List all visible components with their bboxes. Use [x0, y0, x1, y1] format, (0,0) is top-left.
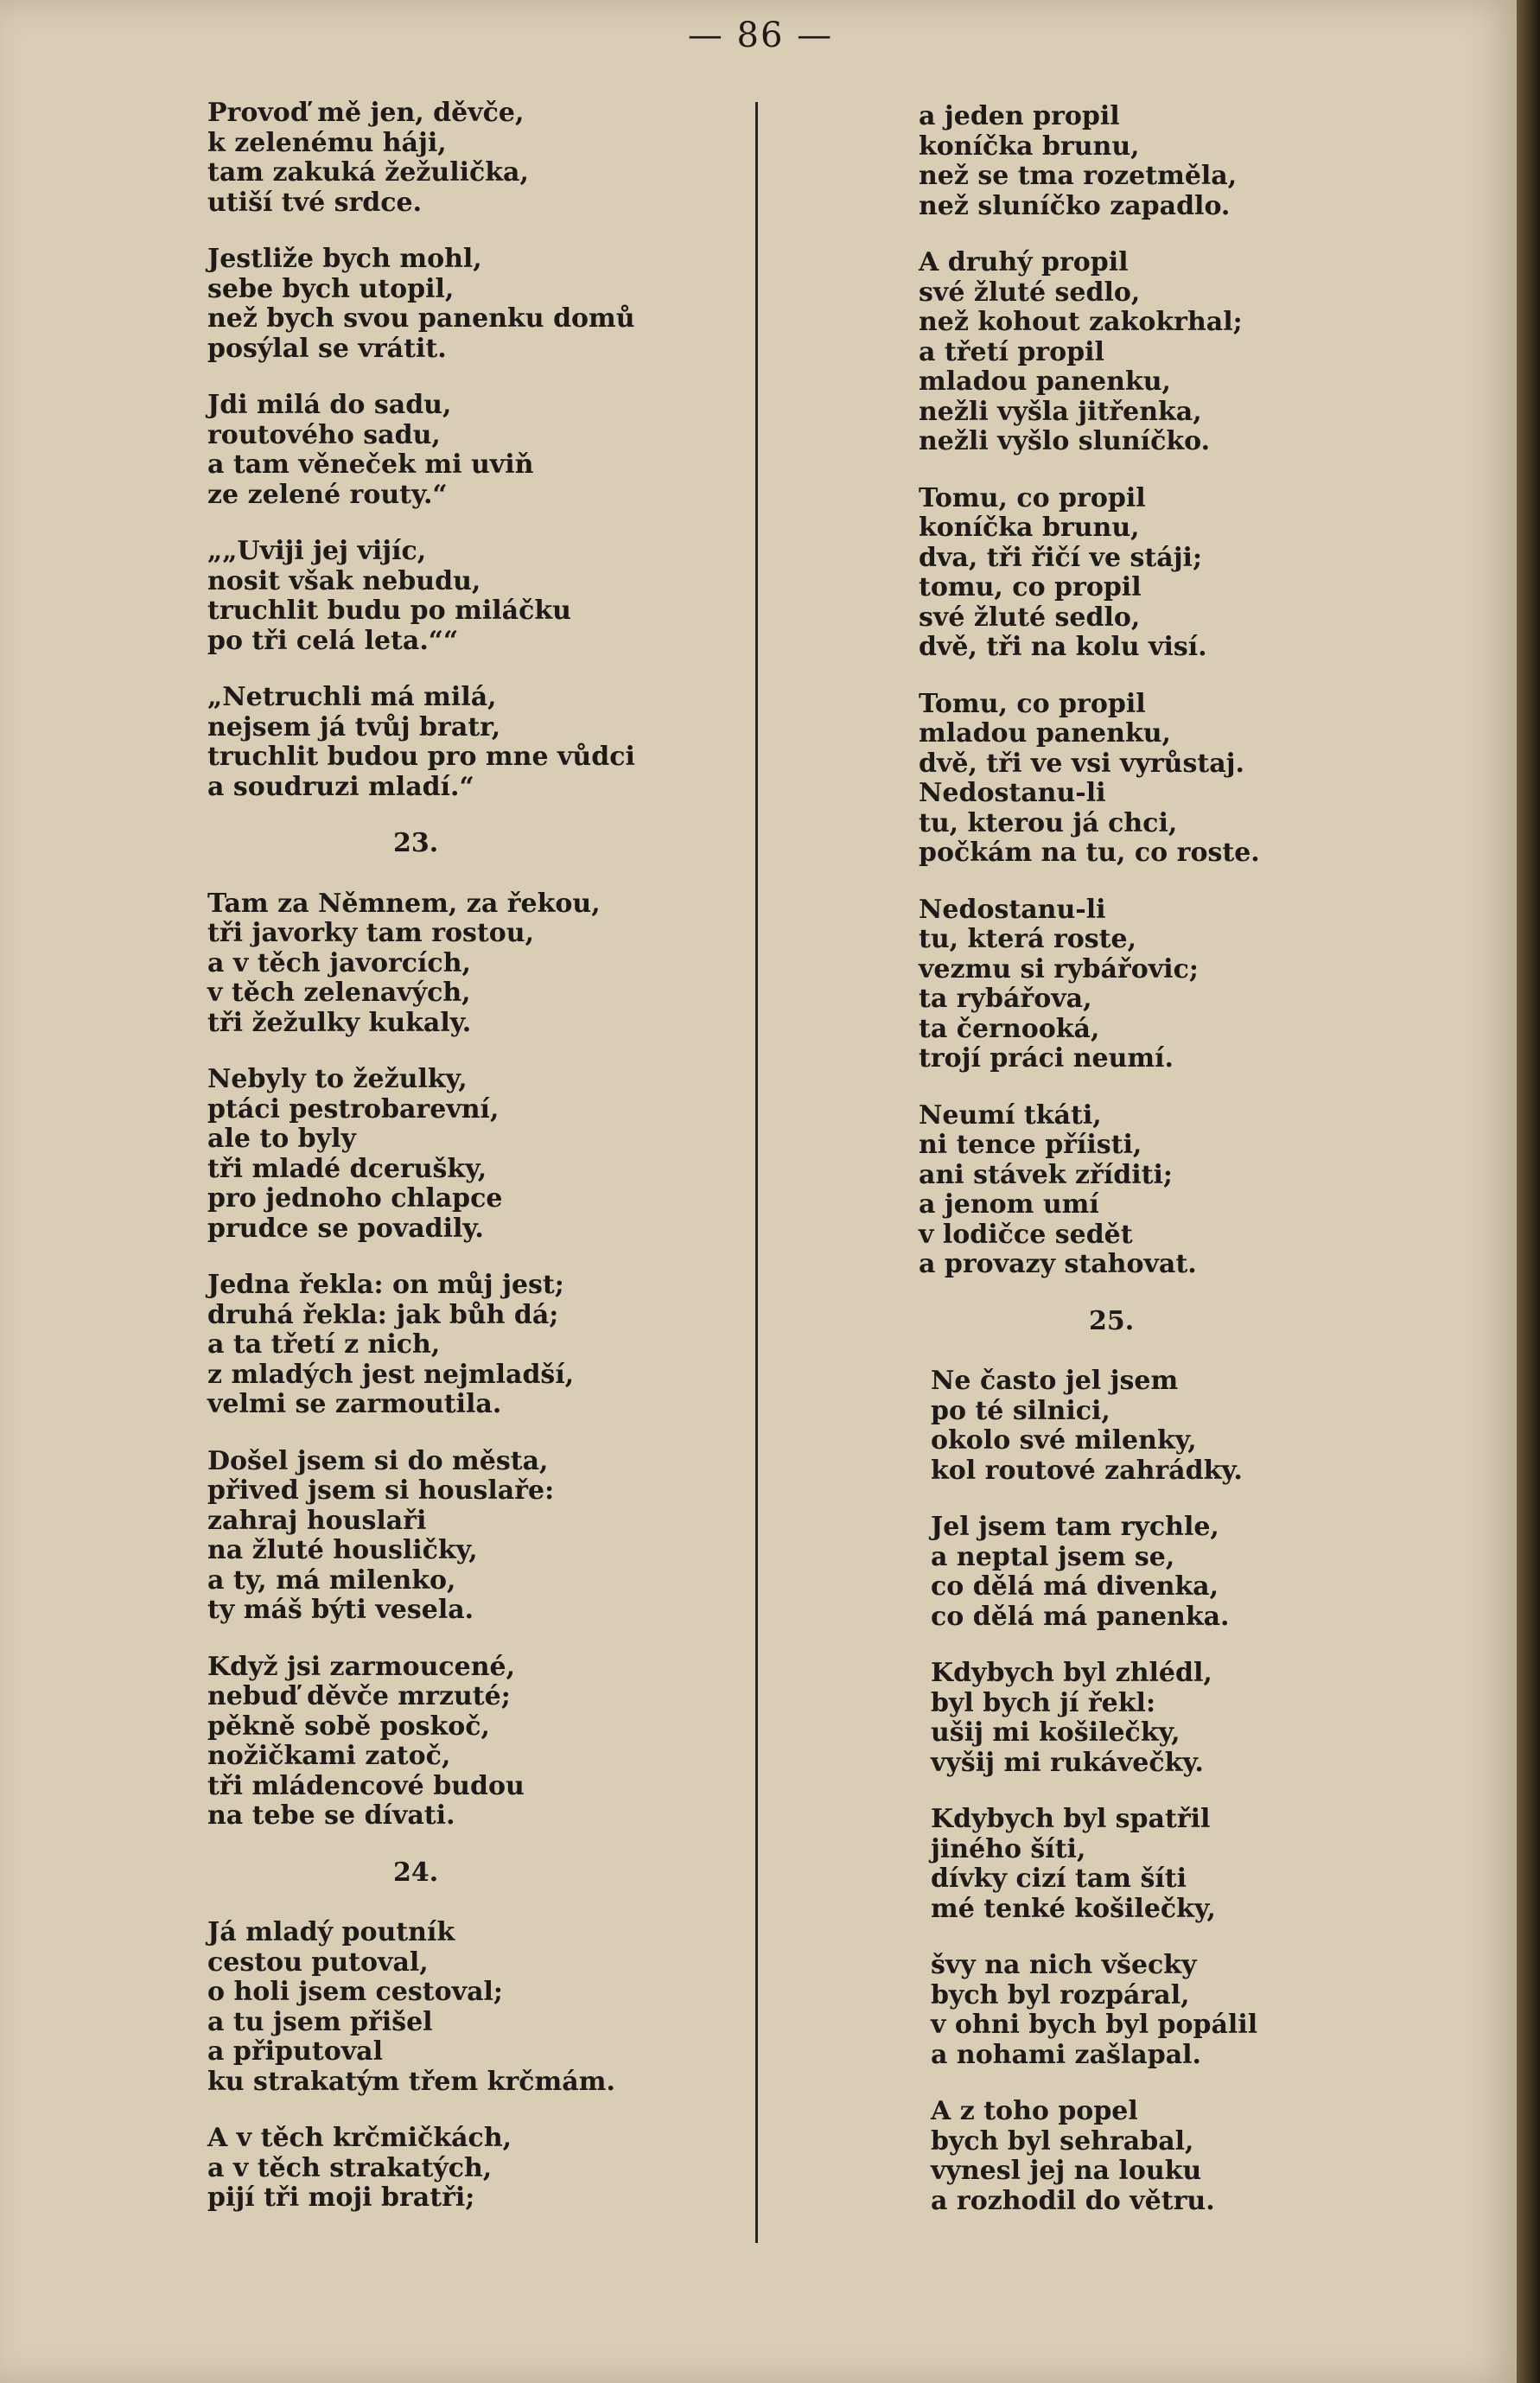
- stanza: [919, 690, 1472, 869]
- verse-line: Tomu, co propil: [919, 688, 1146, 719]
- verse-line: a nohami zašlapal.: [931, 2039, 1201, 2070]
- verse-line: mé tenké košilečky,: [931, 1893, 1216, 1924]
- verse-line: vezmu si rybářovic;: [919, 953, 1199, 984]
- verse-line: a připutoval: [207, 2036, 383, 2067]
- verse-line: trojí práci neumí.: [919, 1043, 1174, 1074]
- stanza: [919, 1805, 1472, 1924]
- verse-line: ta rybářova,: [919, 984, 1092, 1014]
- verse-line: počkám na tu, co roste.: [919, 838, 1260, 868]
- stanza: [207, 391, 735, 510]
- verse-line: A v těch krčmičkách,: [207, 2123, 512, 2153]
- verse-line: než kohout zakokrhal;: [919, 307, 1243, 337]
- verse-line: a jenom umí: [919, 1189, 1099, 1220]
- verse-line: přived jsem si houslaře:: [207, 1475, 555, 1506]
- verse-line: A druhý propil: [919, 247, 1129, 277]
- verse-line: sebe bych utopil,: [207, 273, 455, 304]
- verse-line: a jeden propil: [919, 101, 1120, 131]
- stanza: [207, 1918, 735, 2097]
- verse-line: Ne často jel jsem: [931, 1366, 1179, 1396]
- verse-line: bych byl rozpáral,: [931, 1979, 1190, 2010]
- poem-number: 25.: [1089, 1305, 1135, 1336]
- verse-line: ze zelené routy.“: [207, 479, 448, 510]
- verse-line: Já mladý poutník: [207, 1917, 455, 1947]
- verse-line: mladou panenku,: [919, 718, 1171, 749]
- verse-line: utiší tvé srdce.: [207, 187, 423, 218]
- verse-line: Nedostanu-li: [919, 778, 1106, 808]
- verse-line: Došel jsem si do města,: [207, 1445, 549, 1476]
- verse-line: a provazy stahovat.: [919, 1249, 1197, 1279]
- verse-line: ušij mi košilečky,: [931, 1717, 1180, 1748]
- verse-line: a v těch strakatých,: [207, 2152, 493, 2183]
- verse-line: ku strakatým třem krčmám.: [207, 2066, 615, 2097]
- verse-line: bych byl sehrabal,: [931, 2125, 1194, 2157]
- verse-line: druhá řekla: jak bůh dá;: [207, 1299, 559, 1330]
- verse-line: routového sadu,: [207, 419, 441, 450]
- stanza: [207, 889, 735, 1039]
- verse-line: Nebyly to žežulky,: [207, 1064, 468, 1094]
- verse-line: a tam věneček mi uviň: [207, 449, 534, 480]
- verse-line: tři mladé dcerušky,: [207, 1153, 487, 1184]
- verse-line: tu, která roste,: [919, 924, 1137, 954]
- verse-line: tam zakuká žežulička,: [207, 157, 529, 188]
- stanza: [207, 99, 735, 218]
- verse-line: nosit však nebudu,: [207, 565, 481, 596]
- verse-line: v těch zelenavých,: [207, 978, 471, 1008]
- stanza: [207, 1271, 735, 1420]
- verse-line: tu, kterou já chci,: [919, 807, 1178, 838]
- verse-line: byl bych jí řekl:: [931, 1687, 1156, 1718]
- verse-line: Jedna řekla: on můj jest;: [207, 1270, 564, 1300]
- verse-line: ptáci pestrobarevní,: [207, 1093, 500, 1125]
- verse-line: ale to byly: [207, 1124, 356, 1154]
- stanza: [919, 484, 1472, 663]
- verse-line: a neptal jsem se,: [931, 1541, 1175, 1572]
- verse-line: vynesl jej na louku: [931, 2156, 1202, 2186]
- verse-line: A z toho popel: [931, 2096, 1138, 2126]
- poem-number: 24.: [393, 1857, 439, 1888]
- verse-line: Když jsi zarmoucené,: [207, 1651, 516, 1682]
- verse-line: truchlit budu po miláčku: [207, 596, 571, 626]
- verse-line: Jdi milá do sadu,: [207, 390, 452, 420]
- verse-line: Jel jsem tam rychle,: [931, 1512, 1219, 1542]
- verse-line: než se tma rozetměla,: [919, 161, 1238, 191]
- verse-line: nežli vyšla jitřenka,: [919, 396, 1202, 427]
- verse-line: a tu jsem přišel: [207, 2006, 433, 2037]
- verse-line: posýlal se vrátit.: [207, 333, 447, 364]
- verse-line: než bych svou panenku domů: [207, 303, 635, 334]
- verse-line: kol routové zahrádky.: [931, 1455, 1243, 1486]
- verse-line: truchlit budou pro mne vůdci: [207, 742, 635, 772]
- verse-line: švy na nich všecky: [931, 1950, 1197, 1980]
- verse-line: Nedostanu-li: [919, 894, 1106, 925]
- verse-line: prudce se povadily.: [207, 1213, 484, 1244]
- stanza: [919, 1951, 1472, 2070]
- verse-line: pěkně sobě poskoč,: [207, 1711, 490, 1742]
- stanza: [207, 2124, 735, 2214]
- verse-line: dvě, tři na kolu visí.: [919, 632, 1207, 662]
- verse-line: zahraj houslaři: [207, 1505, 427, 1536]
- stanza: [919, 1513, 1472, 1632]
- stanza: [207, 1447, 735, 1626]
- verse-line: velmi se zarmoutila.: [207, 1389, 502, 1419]
- verse-line: Kdybych byl zhlédl,: [931, 1658, 1212, 1688]
- stanza: [207, 537, 735, 656]
- verse-line: a třetí propil: [919, 336, 1104, 367]
- verse-line: Provoď mě jen, děvče,: [207, 98, 525, 128]
- verse-line: koníčka brunu,: [919, 513, 1140, 543]
- stanza: [919, 1101, 1472, 1280]
- verse-line: pro jednoho chlapce: [207, 1183, 503, 1214]
- verse-line: v lodičce sedět: [919, 1219, 1133, 1250]
- verse-line: v ohni bych byl popálil: [931, 2010, 1258, 2040]
- stanza: [207, 1653, 735, 1832]
- verse-line: tři žežulky kukaly.: [207, 1007, 472, 1038]
- right-column: [919, 102, 1472, 2243]
- verse-line: Kdybych byl spatřil: [931, 1804, 1211, 1834]
- verse-line: Neumí tkáti,: [919, 1099, 1102, 1131]
- verse-line: co dělá má divenka,: [931, 1571, 1219, 1602]
- poem-number: 23.: [393, 828, 439, 858]
- verse-line: Tam za Němnem, za řekou,: [207, 888, 601, 919]
- stanza: [919, 1659, 1472, 1778]
- stanza: [919, 1367, 1472, 1486]
- verse-line: a v těch javorcích,: [207, 947, 471, 978]
- verse-line: Jestliže bych mohl,: [207, 244, 482, 274]
- verse-line: a rozhodil do větru.: [931, 2185, 1215, 2216]
- page-edge: [1517, 0, 1540, 2383]
- verse-line: k zelenému háji,: [207, 127, 447, 158]
- column-divider: [755, 102, 758, 2243]
- verse-line: cestou putoval,: [207, 1947, 429, 1978]
- verse-line: nebuď děvče mrzuté;: [207, 1681, 511, 1711]
- verse-line: než sluníčko zapadlo.: [919, 190, 1231, 221]
- verse-line: koníčka brunu,: [919, 131, 1140, 162]
- stanza: [919, 895, 1472, 1074]
- verse-line: z mladých jest nejmladší,: [207, 1359, 575, 1390]
- verse-line: tři mládencové budou: [207, 1770, 525, 1801]
- verse-line: pijí tři moji bratři;: [207, 2182, 475, 2213]
- verse-line: a ta třetí z nich,: [207, 1329, 441, 1360]
- verse-line: jiného šíti,: [931, 1833, 1086, 1864]
- page-number: — 86 —: [687, 16, 834, 55]
- verse-line: Tomu, co propil: [919, 482, 1146, 513]
- verse-line: ta černooká,: [919, 1013, 1100, 1044]
- verse-line: na žluté housličky,: [207, 1535, 478, 1565]
- verse-line: dvě, tři ve vsi vyrůstaj.: [919, 748, 1244, 779]
- left-column: [207, 99, 735, 2240]
- verse-line: ani stávek zříditi;: [919, 1159, 1173, 1190]
- verse-line: nožičkami zatoč,: [207, 1741, 451, 1771]
- verse-line: své žluté sedlo,: [919, 277, 1141, 308]
- stanza: [919, 2097, 1472, 2216]
- verse-line: nejsem já tvůj bratr,: [207, 711, 501, 742]
- verse-line: po té silnici,: [931, 1395, 1110, 1426]
- stanza: [919, 102, 1472, 221]
- verse-line: své žluté sedlo,: [919, 602, 1141, 633]
- verse-line: ni tence příisti,: [919, 1130, 1142, 1160]
- verse-line: po tři celá leta.““: [207, 625, 459, 656]
- verse-line: okolo své milenky,: [931, 1425, 1197, 1456]
- verse-line: mladou panenku,: [919, 366, 1171, 397]
- verse-line: dívky cizí tam šíti: [931, 1864, 1187, 1894]
- verse-line: ty máš býti vesela.: [207, 1595, 474, 1625]
- verse-line: dva, tři řičí ve stáji;: [919, 542, 1203, 573]
- verse-line: a ty, má milenko,: [207, 1564, 456, 1596]
- verse-line: tomu, co propil: [919, 572, 1142, 602]
- verse-line: co dělá má panenka.: [931, 1601, 1230, 1632]
- stanza: [207, 683, 735, 802]
- verse-line: „„Uviji jej vijíc,: [207, 536, 427, 566]
- verse-line: na tebe se dívati.: [207, 1800, 455, 1831]
- verse-line: nežli vyšlo sluníčko.: [919, 426, 1211, 456]
- verse-line: a soudruzi mladí.“: [207, 771, 474, 802]
- stanza: [207, 1065, 735, 1244]
- stanza: [207, 245, 735, 364]
- verse-line: o holi jsem cestoval;: [207, 1977, 503, 2007]
- verse-line: „Netruchli má milá,: [207, 682, 497, 712]
- verse-line: tři javorky tam rostou,: [207, 918, 535, 948]
- verse-line: vyšij mi rukávečky.: [931, 1747, 1204, 1778]
- stanza: [919, 248, 1472, 457]
